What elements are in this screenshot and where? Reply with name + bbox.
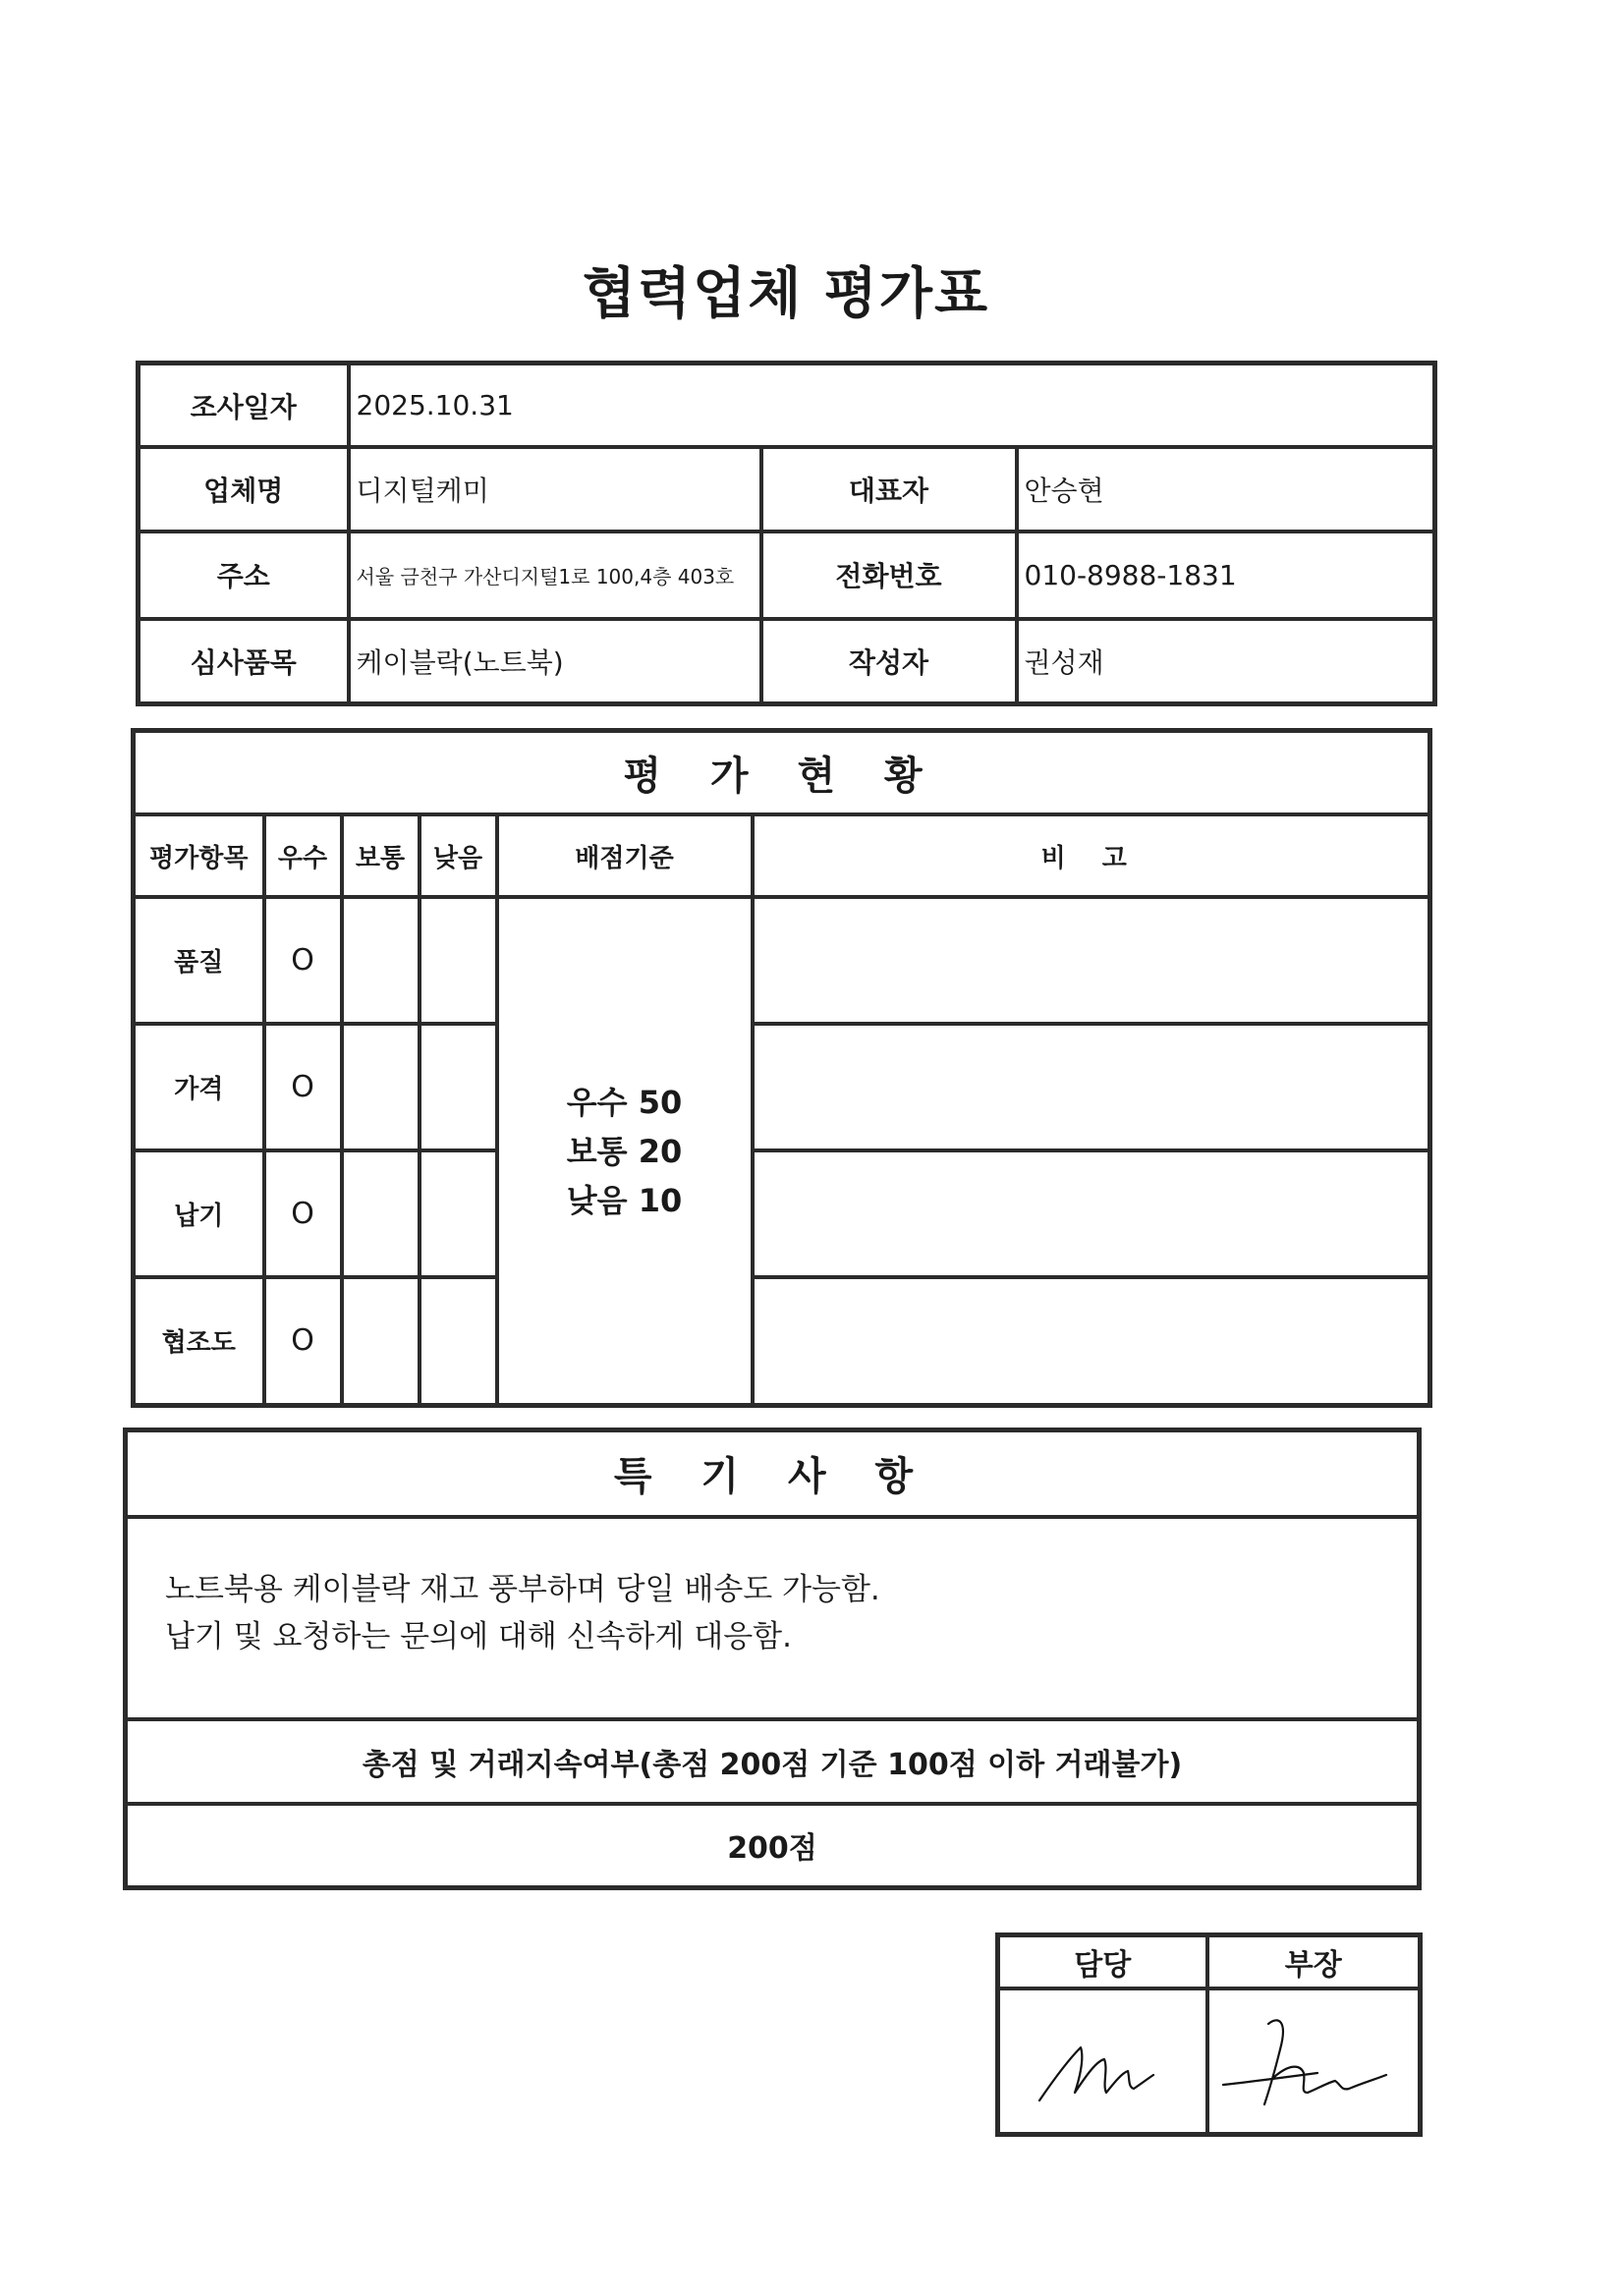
director-label: 부장	[1207, 1935, 1421, 1988]
criteria-line: 우수 50	[566, 1083, 683, 1121]
row-note	[753, 1150, 1430, 1277]
address-value: 서울 금천구 가산디지털1로 100,4층 403호	[349, 532, 761, 619]
writer-label: 작성자	[761, 619, 1017, 704]
approval-box	[995, 1932, 1423, 2137]
total-label: 총점 및 거래지속여부(총점 200점 기준 100점 이하 거래불가)	[126, 1719, 1420, 1804]
mark-low	[420, 1150, 497, 1277]
mark-normal	[342, 1277, 420, 1406]
manager-signature	[1000, 1990, 1202, 2128]
writer-value: 권성재	[1017, 619, 1435, 704]
survey-date-label: 조사일자	[139, 364, 349, 448]
manager-label: 담당	[998, 1935, 1207, 1988]
address-label: 주소	[139, 532, 349, 619]
table-row	[134, 897, 1430, 1024]
page-title: 협력업체 평가표	[582, 262, 990, 326]
ceo-label: 대표자	[761, 447, 1017, 532]
row-item: 협조도	[134, 1277, 264, 1406]
scoring-criteria	[497, 897, 753, 1405]
row-note	[753, 1277, 1430, 1406]
row-item: 가격	[134, 1024, 264, 1150]
table-row	[134, 1150, 1430, 1277]
phone-value: 010-8988-1831	[1017, 532, 1435, 619]
evaluation-table	[131, 728, 1432, 1408]
mark-excellent: O	[264, 1277, 342, 1406]
row-item: 납기	[134, 1150, 264, 1277]
info-table	[136, 361, 1437, 706]
director-signature	[1209, 1990, 1415, 2128]
remarks-heading: 특 기 사 항	[126, 1430, 1420, 1517]
item-label: 심사품목	[139, 619, 349, 704]
remarks-table	[123, 1428, 1422, 1890]
mark-excellent: O	[264, 897, 342, 1024]
director-signature-cell	[1207, 1988, 1421, 2135]
column-header: 낮음	[420, 814, 497, 897]
mark-normal	[342, 897, 420, 1024]
column-header: 우수	[264, 814, 342, 897]
evaluation-heading: 평 가 현 황	[134, 731, 1430, 814]
mark-excellent: O	[264, 1150, 342, 1277]
mark-low	[420, 1024, 497, 1150]
table-row	[134, 1024, 1430, 1150]
company-value: 디지털케미	[349, 447, 761, 532]
mark-low	[420, 897, 497, 1024]
phone-label: 전화번호	[761, 532, 1017, 619]
criteria-line: 낮음 10	[566, 1181, 683, 1219]
company-label: 업체명	[139, 447, 349, 532]
column-header: 평가항목	[134, 814, 264, 897]
item-value: 케이블락(노트북)	[349, 619, 761, 704]
mark-excellent: O	[264, 1024, 342, 1150]
criteria-line: 보통 20	[566, 1132, 683, 1170]
total-value: 200점	[126, 1804, 1420, 1888]
survey-date-value: 2025.10.31	[349, 364, 1435, 448]
table-row	[134, 1277, 1430, 1406]
column-header: 보통	[342, 814, 420, 897]
remarks-body	[126, 1517, 1420, 1719]
ceo-value: 안승현	[1017, 447, 1435, 532]
remarks-line: 납기 및 요청하는 문의에 대해 신속하게 대응함.	[165, 1618, 792, 1654]
manager-signature-cell	[998, 1988, 1207, 2135]
column-header: 배점기준	[497, 814, 753, 897]
row-item: 품질	[134, 897, 264, 1024]
mark-low	[420, 1277, 497, 1406]
column-header: 비 고	[753, 814, 1430, 897]
row-note	[753, 897, 1430, 1024]
row-note	[753, 1024, 1430, 1150]
remarks-line: 노트북용 케이블락 재고 풍부하며 당일 배송도 가능함.	[165, 1571, 880, 1607]
mark-normal	[342, 1024, 420, 1150]
mark-normal	[342, 1150, 420, 1277]
